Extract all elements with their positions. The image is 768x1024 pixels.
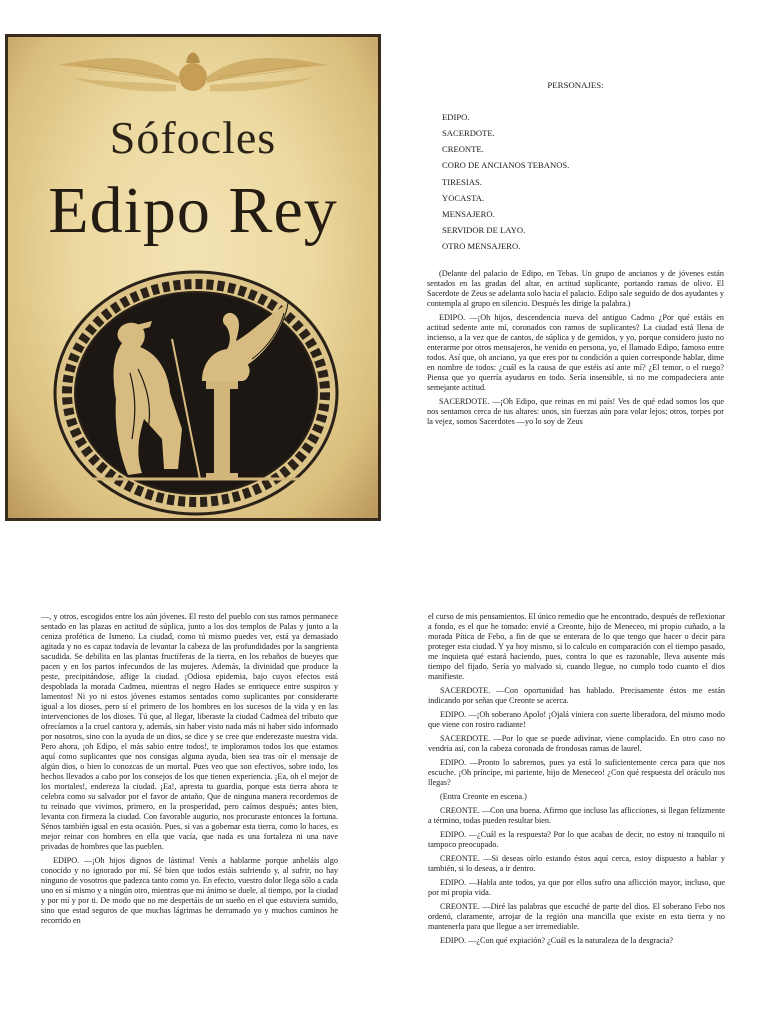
character-item: SACERDOTE. [442, 127, 495, 138]
dialogue-paragraph: EDIPO. —¡Oh soberano Apolo! ¡Ojalá viniera con suerte liberadora, del mismo modo que viene con rostro radiante! [428, 710, 725, 729]
cover-author: Sófocles [109, 112, 277, 163]
dialogue-paragraph: EDIPO. —¿Cuál es la respuesta? Por lo que acabas de decir, no estoy ni tranquilo ni tampoco preocupado. [428, 830, 725, 849]
dialogue-paragraph: EDIPO. —¡Oh hijos, descendencia nueva del antiguo Cadmo ¿Por qué estáis en actitud sedente ante mí, coronados con ramos de suplicantes? La ciudad está llena de incienso, a la vez que de cantos, de súplica y de gemidos, y yo, porque considero justo no enterarme por otros mensajeros, he venido en persona, yo, el llamado Edipo, famoso entre todos. Así que, oh anciano, ya que eres por tu condición a quien corresponde hablar, dime en nombre de todos: ¿cuál es la causa de que estéis así ante mí? ¿El temor, o el ruego? Piensa que yo querría ayudaros en todo. Sería insensible, si no me compadeciera ante semejante actitud. [427, 312, 724, 392]
dialogue-paragraph: —, y otros, escogidos entre los aún jóvenes. El resto del pueblo con sus ramos permanece sentado en las plazas en actitud de súplica, junto a los dos templos de Palas y junto a la ceniza profética de Ismeno. La ciudad, como tú mismo puedes ver, está ya demasiado agitada y no es capaz todavía de levantar la cabeza de las profundidades por la sangrienta sacudida. Se debilita en las plantas fructíferas de la tierra, en los rebaños de bueyes que pacen y en los partos infecundos de las mujeres. Además, la divinidad que produce la peste, precipitándose, aflige la ciudad. ¡Odiosa epidemia, bajo cuyos efectos está despoblada la morada Cadmea, mientras el negro Hades se enriquece entre suspiros y lamentos! Ni yo ni estos jóvenes estamos sentados como suplicantes por considerarte igual a los dioses, pero sí el primero de los hombres en los sucesos de la vida y en las intervenciones de los dioses. Tú que, al llegar, liberaste la ciudad Cadmea del tributo que ofrecíamos a la cruel cantora y, además, sin haber visto nada más ni haber sido informado por nosotros, sino con la ayuda de un dios, se dice y se cree que enderezaste nuestra vida. Pero ahora, ¡oh Edipo, el más sabio entre todos!, te imploramos todos los que estamos aquí como suplicantes que nos consigas alguna ayuda, bien sea tras oír el mensaje de algún dios, o bien lo conozcas de un mortal. Pues veo que son efectivos, sobre todo, los hechos llevados a cabo por los consejos de los que tienen experiencia. ¡Ea, oh el mejor de los mortales!, endereza la ciudad. ¡Ea!, apresta tu guardia, porque esta tierra ahora te celebra como su salvador por el favor de antaño. Que de ninguna manera recordemos de tu reinado que vivimos, primero, en la prosperidad, pero caímos después; antes bien, levanta con firmeza la ciudad. Con favorable augurio, nos procuraste entonces la fortuna. Sénos también igual en esta ocasión. Pues, si vas a gobernar esta tierra, como lo haces, es mejor reinar con hombres en ella que vacía, que nada es una fortaleza ni una nave privadas de hombres que las pueblen. [41, 612, 338, 851]
cover-title: Edipo Rey [48, 174, 338, 247]
book-cover [5, 34, 381, 521]
oedipus-sphinx-vase-icon [52, 269, 340, 517]
page-right-text [428, 612, 725, 950]
cover-artwork [8, 37, 378, 518]
character-item: SERVIDOR DE LAYO. [442, 225, 526, 236]
dialogue-paragraph: SACERDOTE. —Por lo que se puede adivinar, viene complacido. En otro caso no vendría así, con la cabeza coronada de frondosas ramas de laurel. [428, 734, 725, 753]
dialogue-paragraph: SACERDOTE. —¡Oh Edipo, que reinas en mi país! Ves de qué edad somos los que nos sentamos cerca de tus altares: unos, sin fuerzas aún para volar lejos; otros, torpes por la vejez, somos Sacerdotes —yo lo soy de Zeus [427, 396, 724, 426]
dialogue-paragraph: el curso de mis pensamientos. El único remedio que he encontrado, después de reflexionar a fondo, es el que he tomado: envié a Creonte, hijo de Meneceo, mi propio cuñado, a la morada Pítica de Febo, a fin de que se enterara de lo que tengo que hacer o decir para proteger esta ciudad. Y ya hoy mismo, si lo calculo en comparación con el tiempo pasado, me inquieta qué estará haciendo, pues, contra lo que es razonable, lleva ausente más tiempo del fijado. Sería yo malvado si, cuando llegue, no cumplo todo cuanto el dios manifieste. [428, 612, 725, 681]
character-item: YOCASTA. [442, 192, 485, 203]
dialogue-paragraph: CREONTE. —Si deseas oírlo estando éstos aquí cerca, estoy dispuesto a hablar y también, si lo deseas, a ir dentro. [428, 854, 725, 873]
dialogue-paragraph: EDIPO. —Habla ante todos, ya que por ellos sufro una aflicción mayor, incluso, que por mi propia vida. [428, 878, 725, 897]
character-item: EDIPO. [442, 111, 470, 122]
stage-direction: (Entra Creonte en escena.) [440, 792, 527, 801]
page-left-text [41, 612, 338, 930]
character-item: CREONTE. [442, 144, 484, 155]
character-item: MENSAJERO. [442, 208, 495, 219]
dialogue-paragraph: CREONTE. —Con una buena. Afirmo que incluso las aflicciones, si llegan felizmente a término, todas pueden resultar bien. [428, 806, 725, 825]
dialogue-paragraph: EDIPO. —¡Oh hijos dignos de lástima! Venís a hablarme porque anheláis algo conocido y no ignorado por mí. Sé bien que todos estáis sufriendo y, al sufrir, no hay ninguno de vosotros que padezca tanto como yo. En efecto, vuestro dolor llega sólo a cada uno en sí mismo y a ningún otro, mientras que mi ánimo se duele, al tiempo, por la ciudad y por mí y por ti. De modo que no me despertáis de un sueño en el que estuviera sumido, sino que estad seguros de que muchas lágrimas he derramado yo y muchos caminos he recorrido en [41, 856, 338, 925]
character-list [442, 109, 724, 255]
character-item: OTRO MENSAJERO. [442, 241, 521, 252]
dialogue-paragraph: SACERDOTE. —Con oportunidad has hablado. Precisamente éstos me están indicando por señas que Creonte se acerca. [428, 686, 725, 705]
character-item: CORO DE ANCIANOS TEBANOS. [442, 160, 570, 171]
dialogue-paragraph: EDIPO. —Pronto lo sabremos, pues ya está lo suficientemente cerca para que nos escuche. ¡Oh príncipe, mi pariente, hijo de Meneceo! ¿Con qué respuesta del oráculo nos llegas? [428, 758, 725, 787]
dialogue-paragraph: EDIPO. —¿Con qué expiación? ¿Cuál es la naturaleza de la desgracia? [440, 936, 674, 945]
dialogue-paragraph: CREONTE. —Diré las palabras que escuché de parte del dios. El soberano Febo nos ordenó, claramente, arrojar de la región una mancilla que existe en esta tierra y no mantenerla para que llegue a ser irremediable. [428, 902, 725, 931]
page-personajes [427, 80, 724, 431]
winged-sun-icon [48, 43, 338, 113]
personajes-heading: PERSONAJES: [547, 80, 604, 90]
stage-direction: (Delante del palacio de Edipo, en Tebas. Un grupo de ancianos y de jóvenes están sentados en las gradas del altar, en actitud suplicante, portando ramas de olivo. El Sacerdote de Zeus se adelanta solo hacia el palacio. Edipo sale seguido de dos ayudantes y contempla al grupo en silencio. Después les dirige la palabra.) [427, 268, 724, 308]
character-item: TIRESIAS. [442, 176, 482, 187]
